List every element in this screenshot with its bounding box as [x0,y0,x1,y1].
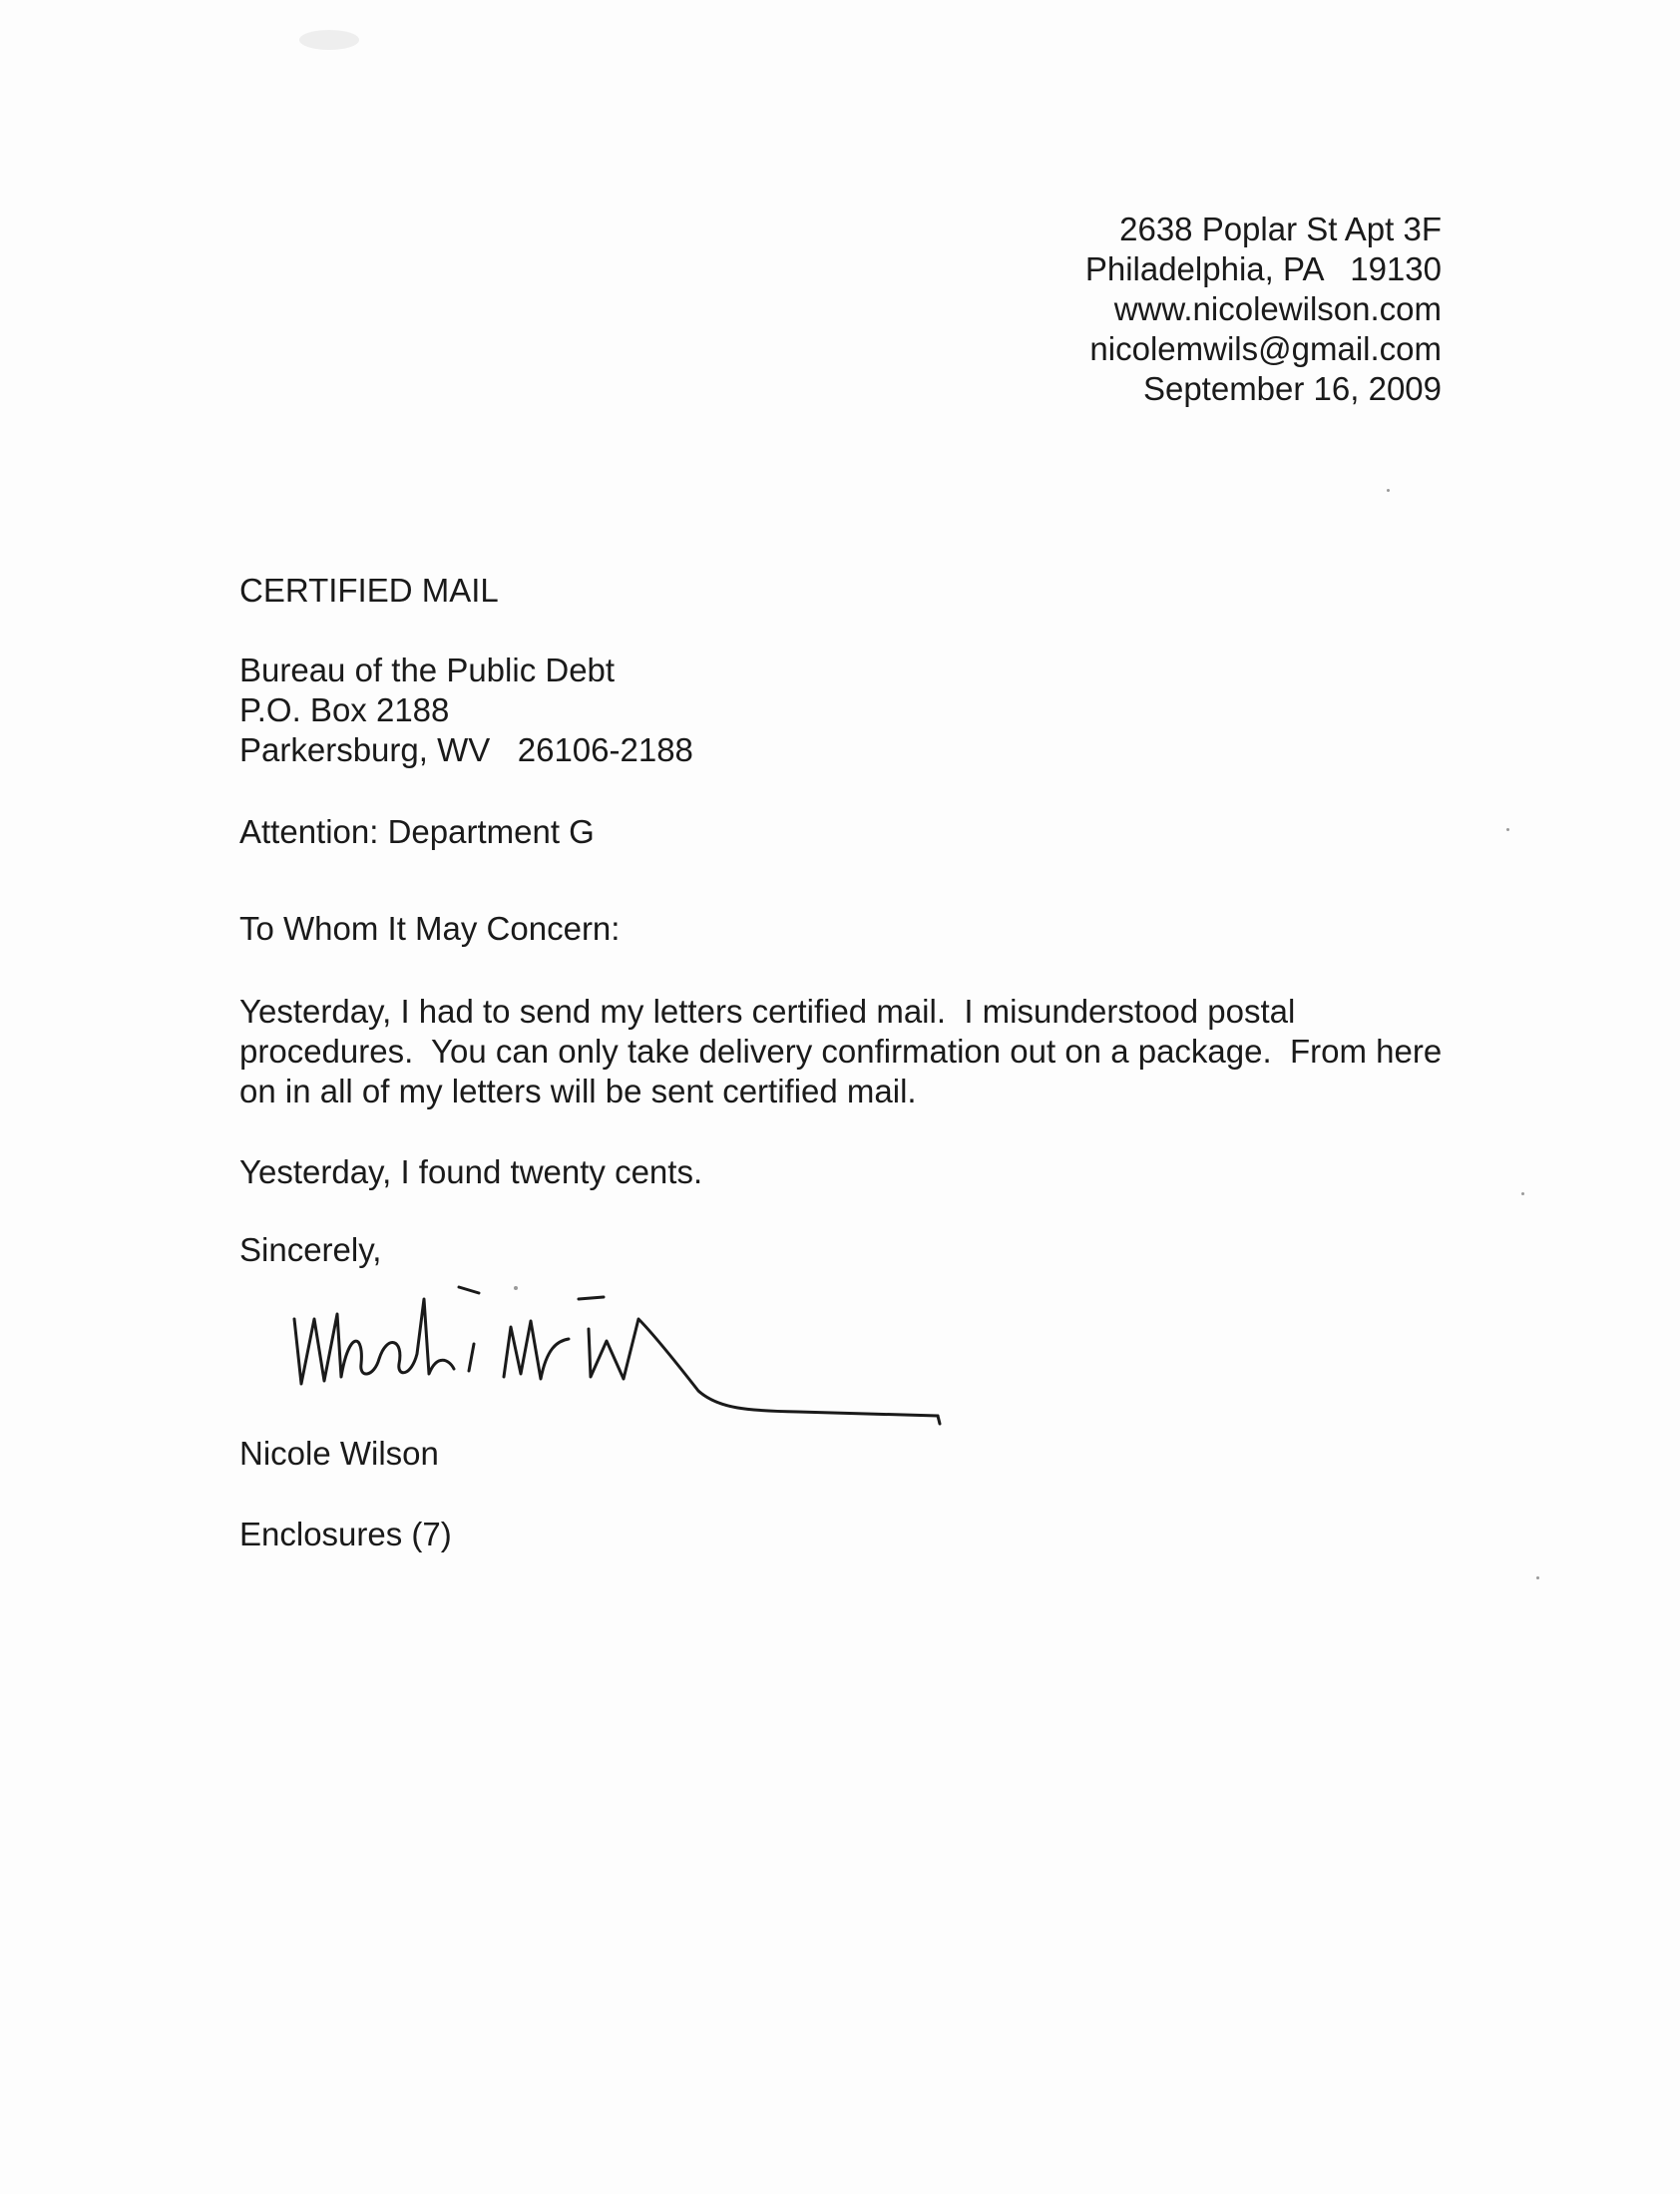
closing-line: Sincerely, [239,1231,382,1268]
recipient-city-state-zip: Parkersburg, WV 26106-2188 [239,731,693,768]
enclosures-note: Enclosures (7) [239,1516,452,1552]
salutation: To Whom It May Concern: [239,910,621,947]
mail-type-heading: CERTIFIED MAIL [239,572,499,609]
sender-street: 2638 Poplar St Apt 3F [1119,211,1442,247]
body-paragraph: Yesterday, I found twenty cents. [239,1153,703,1190]
recipient-po-box: P.O. Box 2188 [239,691,450,728]
scan-speck [1387,489,1390,492]
sender-city-state-zip: Philadelphia, PA 19130 [1084,250,1442,287]
scan-speck [1536,1576,1539,1579]
scan-speck [299,30,359,50]
recipient-address-block [239,651,1437,770]
scan-speck [1506,828,1509,831]
signer-name: Nicole Wilson [239,1435,439,1472]
attention-line: Attention: Department G [239,813,595,850]
sender-website: www.nicolewilson.com [1113,290,1442,327]
letter-date: September 16, 2009 [1142,370,1442,407]
sender-address-block [1085,210,1442,409]
recipient-name: Bureau of the Public Debt [239,652,616,688]
sender-email: nicolemwils@gmail.com [1089,330,1442,367]
scan-speck [1521,1192,1524,1195]
body-paragraph: Yesterday, I had to send my letters certified mail. I misunderstood postal procedures. You can only take delivery confirmation out on a package. From here on in all of my letters will be sent certified mail. [239,993,1452,1109]
handwritten-signature-icon [279,1259,958,1459]
